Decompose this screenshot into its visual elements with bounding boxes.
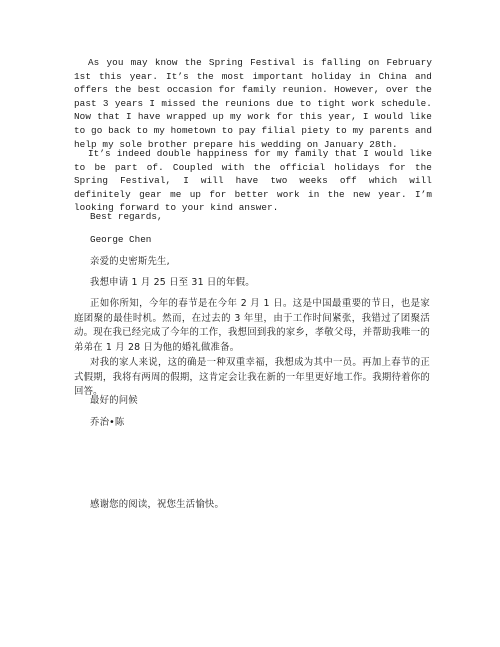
chinese-closing: 最好的问候	[90, 395, 138, 406]
english-signature: George Chen	[90, 234, 152, 245]
english-paragraph-1: As you may know the Spring Festival is falling on February 1st this year. It’s the most important holiday in China and offers the best occasion for family reunion. However, over the past 3 years I missed the reunions due to tight work schedule. Now that I have wrapped up my work for this year, I would like to go back to my hometown to pay filial piety to my parents and help my sole brother prepare his wedding on January 28th.	[74, 57, 432, 150]
chinese-paragraph-1: 正如你所知，今年的春节是在今年 2 月 1 日。这是中国最重要的节日，也是家庭团聚的最佳时机。然而，在过去的 3 年里，由于工作时间紧张，我错过了团聚活动。现在我已经完成了今年的工作，我想回到我的家乡，孝敬父母，并帮助我唯一的弟弟在 1 月 28 日为他的婚礼做准备。	[74, 298, 430, 353]
english-paragraph-2: It’s indeed double happiness for my family that I would like to be part of. Coupled with the official holidays for the Spring Festival, I will have two weeks off which will definitely gear me up for better work in the new year. I’m looking forward to your kind answer.	[74, 148, 432, 214]
chinese-signature: 乔治•陈	[90, 417, 125, 428]
chinese-request: 我想申请 1 月 25 日至 31 日的年假。	[90, 277, 255, 288]
chinese-paragraph-2: 对我的家人来说，这的确是一种双重幸福，我想成为其中一员。再加上春节的正式假期，我将有两周的假期，这肯定会让我在新的一年里更好地工作。我期待着你的回答。	[74, 357, 430, 398]
chinese-salutation: 亲爱的史密斯先生,	[90, 256, 170, 267]
footer-thanks: 感谢您的阅读，祝您生活愉快。	[90, 499, 225, 510]
english-closing: Best regards,	[90, 211, 163, 222]
